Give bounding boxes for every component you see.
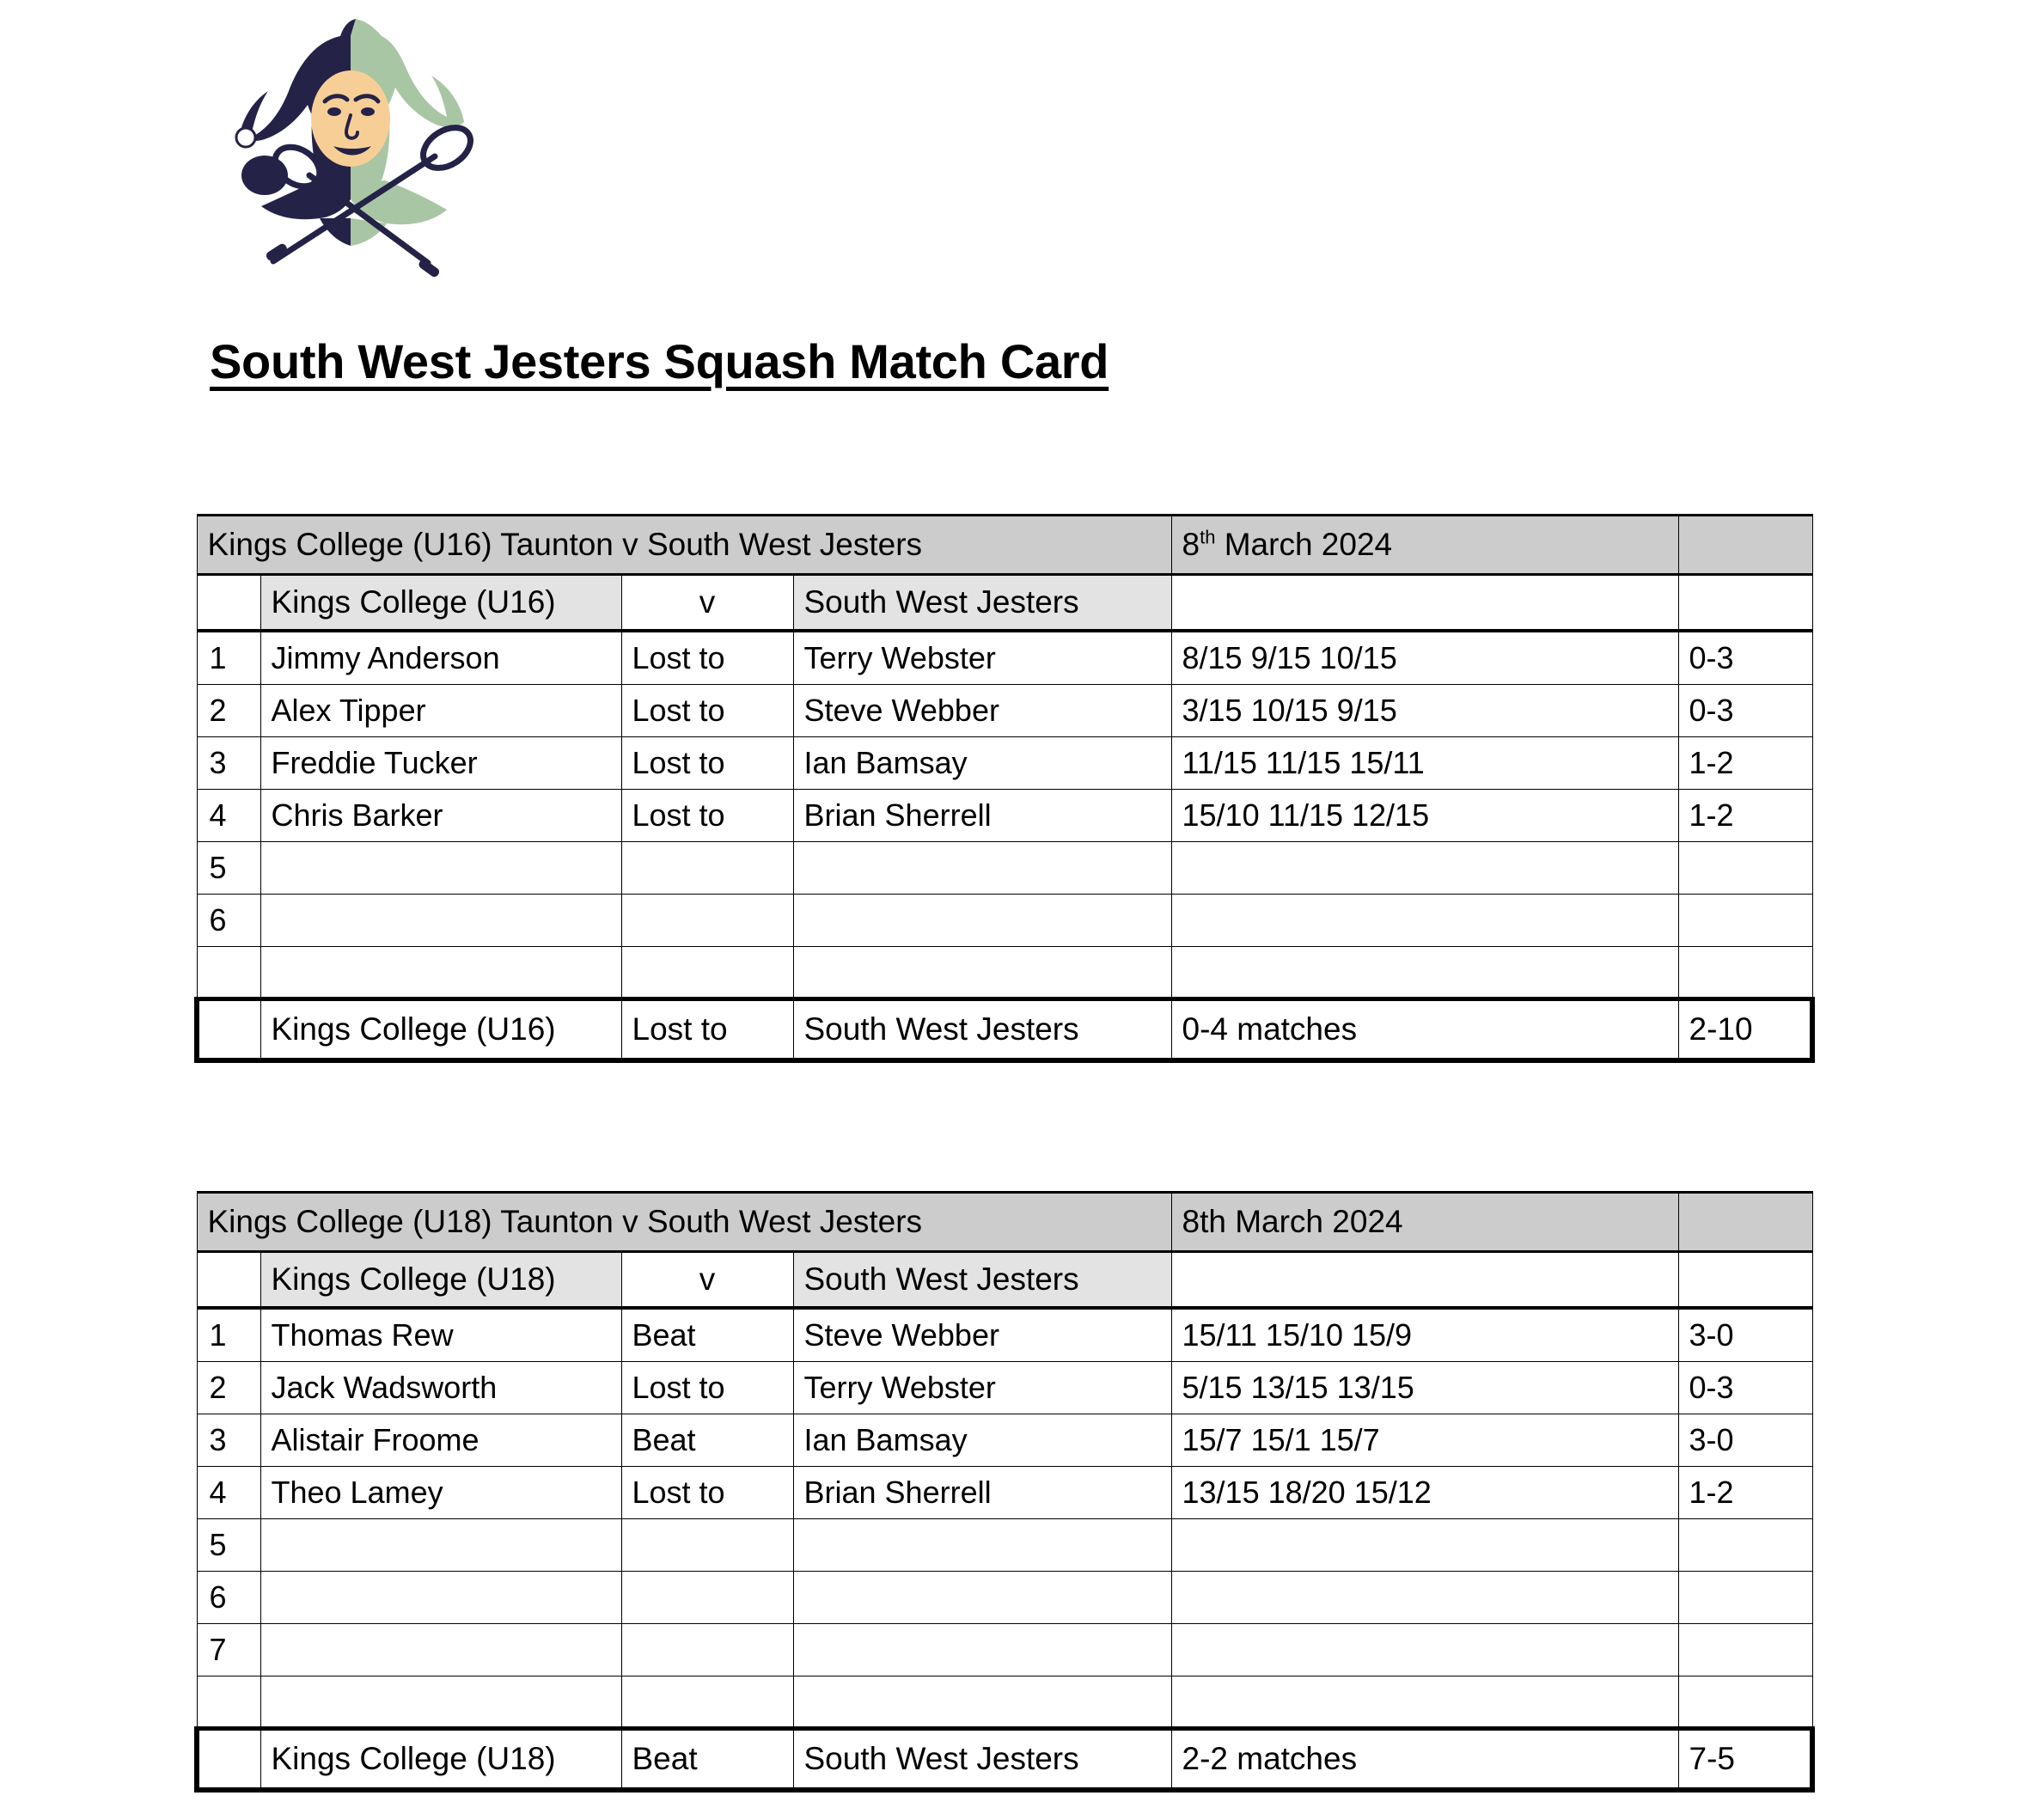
match-table-u18 [194,1191,1815,1793]
match-total [1678,1572,1812,1624]
match-result [621,1519,793,1572]
fixture-date: 8th March 2024 [1171,1193,1678,1252]
away-player [793,1572,1171,1624]
table-row [197,842,1812,895]
game-scores: 15/10 11/15 12/15 [1171,790,1678,842]
totals-result: Lost to [621,999,793,1061]
spacer-cell-result [621,1676,793,1729]
home-player: Thomas Rew [260,1308,621,1362]
game-scores [1171,1624,1678,1676]
match-result: Lost to [621,790,793,842]
table-row [197,1362,1812,1414]
game-scores [1171,1519,1678,1572]
spacer-cell-total [1678,947,1812,999]
match-total: 1-2 [1678,790,1812,842]
totals-home-team: Kings College (U16) [260,999,621,1061]
table-row [197,685,1812,737]
spacer-cell-num [197,947,260,999]
totals-result: Beat [621,1729,793,1791]
match-result [621,1572,793,1624]
away-player: Brian Sherrell [793,1467,1171,1519]
home-player [260,1572,621,1624]
row-number: 4 [197,1467,260,1519]
teams-row-num-cell [197,575,260,632]
spacer-cell-num [197,1676,260,1729]
table-row [197,1308,1812,1362]
match-result [621,1624,793,1676]
match-table-u16 [194,514,1815,1063]
row-number: 5 [197,842,260,895]
match-result: Lost to [621,1362,793,1414]
away-player [793,895,1171,947]
spacer-cell-away [793,947,1171,999]
match-result [621,895,793,947]
away-player [793,1624,1171,1676]
home-player [260,1624,621,1676]
game-scores [1171,842,1678,895]
row-number: 1 [197,1308,260,1362]
scores-header-cell [1171,575,1678,632]
fixture-title: Kings College (U16) Taunton v South West Jesters [197,516,1171,575]
totals-row [197,1729,1812,1791]
spacer-row [197,947,1812,999]
match-result: Lost to [621,685,793,737]
teams-row-num-cell [197,1252,260,1309]
totals-games: 2-10 [1678,999,1812,1061]
totals-num-cell [197,1729,260,1791]
table-row [197,1467,1812,1519]
row-number: 2 [197,685,260,737]
home-team-header: Kings College (U18) [260,1252,621,1309]
versus-label: v [621,575,793,632]
fixture-date-rest: March 2024 [1215,526,1393,562]
game-scores: 5/15 13/15 13/15 [1171,1362,1678,1414]
match-result: Lost to [621,1467,793,1519]
home-player [260,895,621,947]
match-total [1678,1519,1812,1572]
away-team-header: South West Jesters [793,1252,1171,1309]
game-scores: 3/15 10/15 9/15 [1171,685,1678,737]
total-header-cell [1678,1252,1812,1309]
match-result: Lost to [621,631,793,685]
table-row [197,737,1812,790]
home-player: Jimmy Anderson [260,631,621,685]
game-scores: 8/15 9/15 10/15 [1171,631,1678,685]
home-player: Freddie Tucker [260,737,621,790]
fixture-header-row [197,516,1812,575]
match-result: Beat [621,1308,793,1362]
away-player: Ian Bamsay [793,737,1171,790]
spacer-cell-result [621,947,793,999]
totals-matches: 0-4 matches [1171,999,1678,1061]
match-total [1678,1624,1812,1676]
match-total: 3-0 [1678,1414,1812,1467]
scores-header-cell [1171,1252,1678,1309]
spacer-row [197,1676,1812,1729]
teams-header-row [197,1252,1812,1309]
table-row [197,895,1812,947]
page-title: South West Jesters Squash Match Card [210,334,1109,388]
row-number: 1 [197,631,260,685]
jester-logo-svg [213,12,505,278]
totals-matches: 2-2 matches [1171,1729,1678,1791]
away-player: Brian Sherrell [793,790,1171,842]
match-total [1678,895,1812,947]
home-player: Theo Lamey [260,1467,621,1519]
totals-num-cell [197,999,260,1061]
table-row [197,1414,1812,1467]
match-table-u16-body [197,516,1812,1061]
totals-away-team: South West Jesters [793,1729,1171,1791]
match-total: 0-3 [1678,631,1812,685]
table-row [197,790,1812,842]
spacer-cell-home [260,1676,621,1729]
match-table-u18-body [197,1193,1812,1791]
game-scores: 13/15 18/20 15/12 [1171,1467,1678,1519]
total-header-cell [1678,575,1812,632]
fixture-header-row [197,1193,1812,1252]
totals-home-team: Kings College (U18) [260,1729,621,1791]
away-player [793,1519,1171,1572]
row-number: 3 [197,737,260,790]
away-player: Ian Bamsay [793,1414,1171,1467]
game-scores: 11/15 11/15 15/11 [1171,737,1678,790]
home-player: Jack Wadsworth [260,1362,621,1414]
match-total [1678,842,1812,895]
game-scores [1171,1572,1678,1624]
away-player: Steve Webber [793,1308,1171,1362]
spacer-cell-home [260,947,621,999]
fixture-date-day: 8 [1182,526,1200,562]
away-team-header: South West Jesters [793,575,1171,632]
row-number: 4 [197,790,260,842]
away-player: Steve Webber [793,685,1171,737]
match-total: 0-3 [1678,1362,1812,1414]
match-result: Lost to [621,737,793,790]
totals-games: 7-5 [1678,1729,1812,1791]
home-team-header: Kings College (U16) [260,575,621,632]
totals-away-team: South West Jesters [793,999,1171,1061]
away-player [793,842,1171,895]
table-row [197,1519,1812,1572]
spacer-cell-scores [1171,947,1678,999]
match-total: 1-2 [1678,737,1812,790]
fixture-title: Kings College (U18) Taunton v South West Jesters [197,1193,1171,1252]
row-number: 6 [197,1572,260,1624]
match-result [621,842,793,895]
row-number: 3 [197,1414,260,1467]
fixture-date [1171,516,1678,575]
versus-label: v [621,1252,793,1309]
totals-row [197,999,1812,1061]
game-scores: 15/11 15/10 15/9 [1171,1308,1678,1362]
home-player: Chris Barker [260,790,621,842]
row-number: 7 [197,1624,260,1676]
home-player: Alex Tipper [260,685,621,737]
spacer-cell-total [1678,1676,1812,1729]
table-row [197,1572,1812,1624]
spacer-cell-away [793,1676,1171,1729]
away-player: Terry Webster [793,1362,1171,1414]
row-number: 2 [197,1362,260,1414]
home-player: Alistair Froome [260,1414,621,1467]
match-total: 3-0 [1678,1308,1812,1362]
match-result: Beat [621,1414,793,1467]
table-row [197,1624,1812,1676]
match-total: 1-2 [1678,1467,1812,1519]
game-scores [1171,895,1678,947]
fixture-date-suffix: th [1200,526,1216,548]
match-total: 0-3 [1678,685,1812,737]
row-number: 6 [197,895,260,947]
spacer-cell-scores [1171,1676,1678,1729]
table-row [197,631,1812,685]
fixture-header-blank-cell [1678,516,1812,575]
home-player [260,1519,621,1572]
game-scores: 15/7 15/1 15/7 [1171,1414,1678,1467]
fixture-header-blank-cell [1678,1193,1812,1252]
home-player [260,842,621,895]
teams-header-row [197,575,1812,632]
away-player: Terry Webster [793,631,1171,685]
row-number: 5 [197,1519,260,1572]
jester-logo [213,12,505,278]
